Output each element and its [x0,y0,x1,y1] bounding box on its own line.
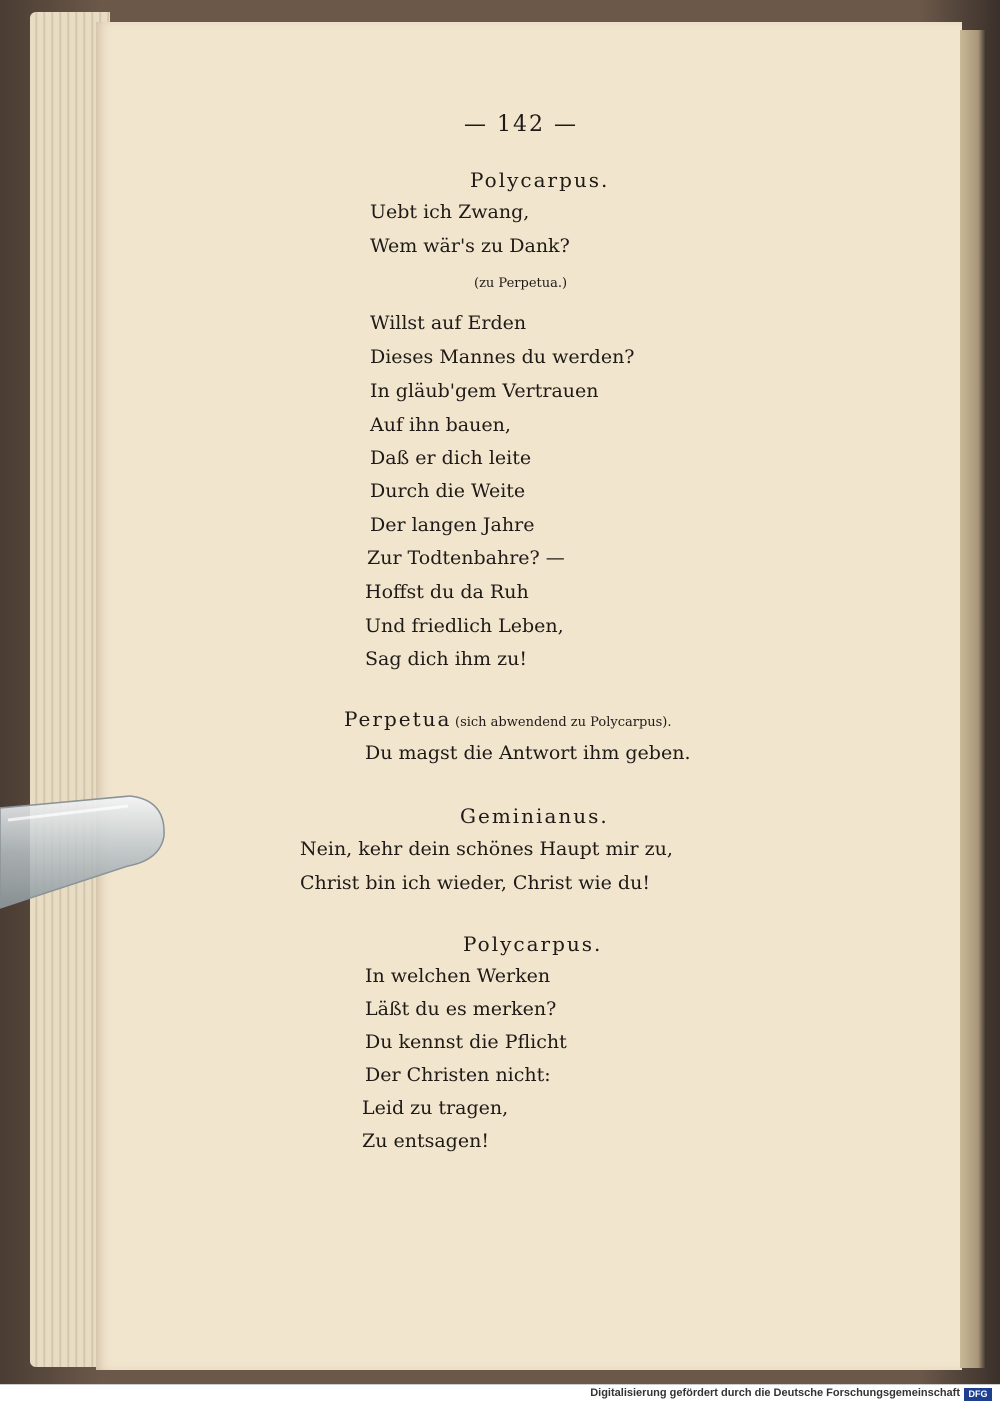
verse-line: Dieses Mannes du werden? [370,346,635,368]
verse-line: Zu entsagen! [362,1130,489,1152]
stage-direction: (zu Perpetua.) [474,276,568,291]
verse-line: Und friedlich Leben, [365,615,564,637]
verse-line: Leid zu tragen, [362,1097,509,1119]
verse-line: Daß er dich leite [370,447,532,469]
verse-line: Der Christen nicht: [365,1064,551,1086]
speaker-heading: Perpetua [344,707,452,731]
verse-line: In gläub'gem Vertrauen [370,380,599,402]
verse-line: Hoffst du da Ruh [365,581,529,603]
verse-line: Willst auf Erden [370,312,527,334]
verse-line: Christ bin ich wieder, Christ wie du! [300,872,650,894]
speaker-heading: Polycarpus. [463,932,603,956]
verse-line: Der langen Jahre [370,514,535,536]
verse-line: Auf ihn bauen, [370,414,511,436]
verse-line: Du magst die Antwort ihm geben. [365,742,691,764]
footer-bar [0,1384,1000,1405]
verse-line: Sag dich ihm zu! [365,648,527,670]
page-clip [0,0,200,940]
verse-line: Läßt du es merken? [365,998,557,1020]
verse-line: Uebt ich Zwang, [370,201,530,223]
speaker-heading: Geminianus. [460,804,609,828]
stage-direction: (sich abwendend zu Polycarpus). [455,715,672,730]
page-number: — 142 — [464,112,578,137]
verse-line: Durch die Weite [370,480,526,502]
speaker-heading: Polycarpus. [470,168,610,192]
funding-credit: Digitalisierung gefördert durch die Deutsche Forschungsgemeinschaft [590,1387,960,1399]
verse-line: Du kennst die Pflicht [365,1031,567,1053]
dfg-logo: DFG [964,1388,992,1401]
verse-line: Nein, kehr dein schönes Haupt mir zu, [300,838,673,860]
verse-line: In welchen Werken [365,965,551,987]
verse-line: Wem wär's zu Dank? [370,235,570,257]
verse-line: Zur Todtenbahre? — [367,547,565,569]
